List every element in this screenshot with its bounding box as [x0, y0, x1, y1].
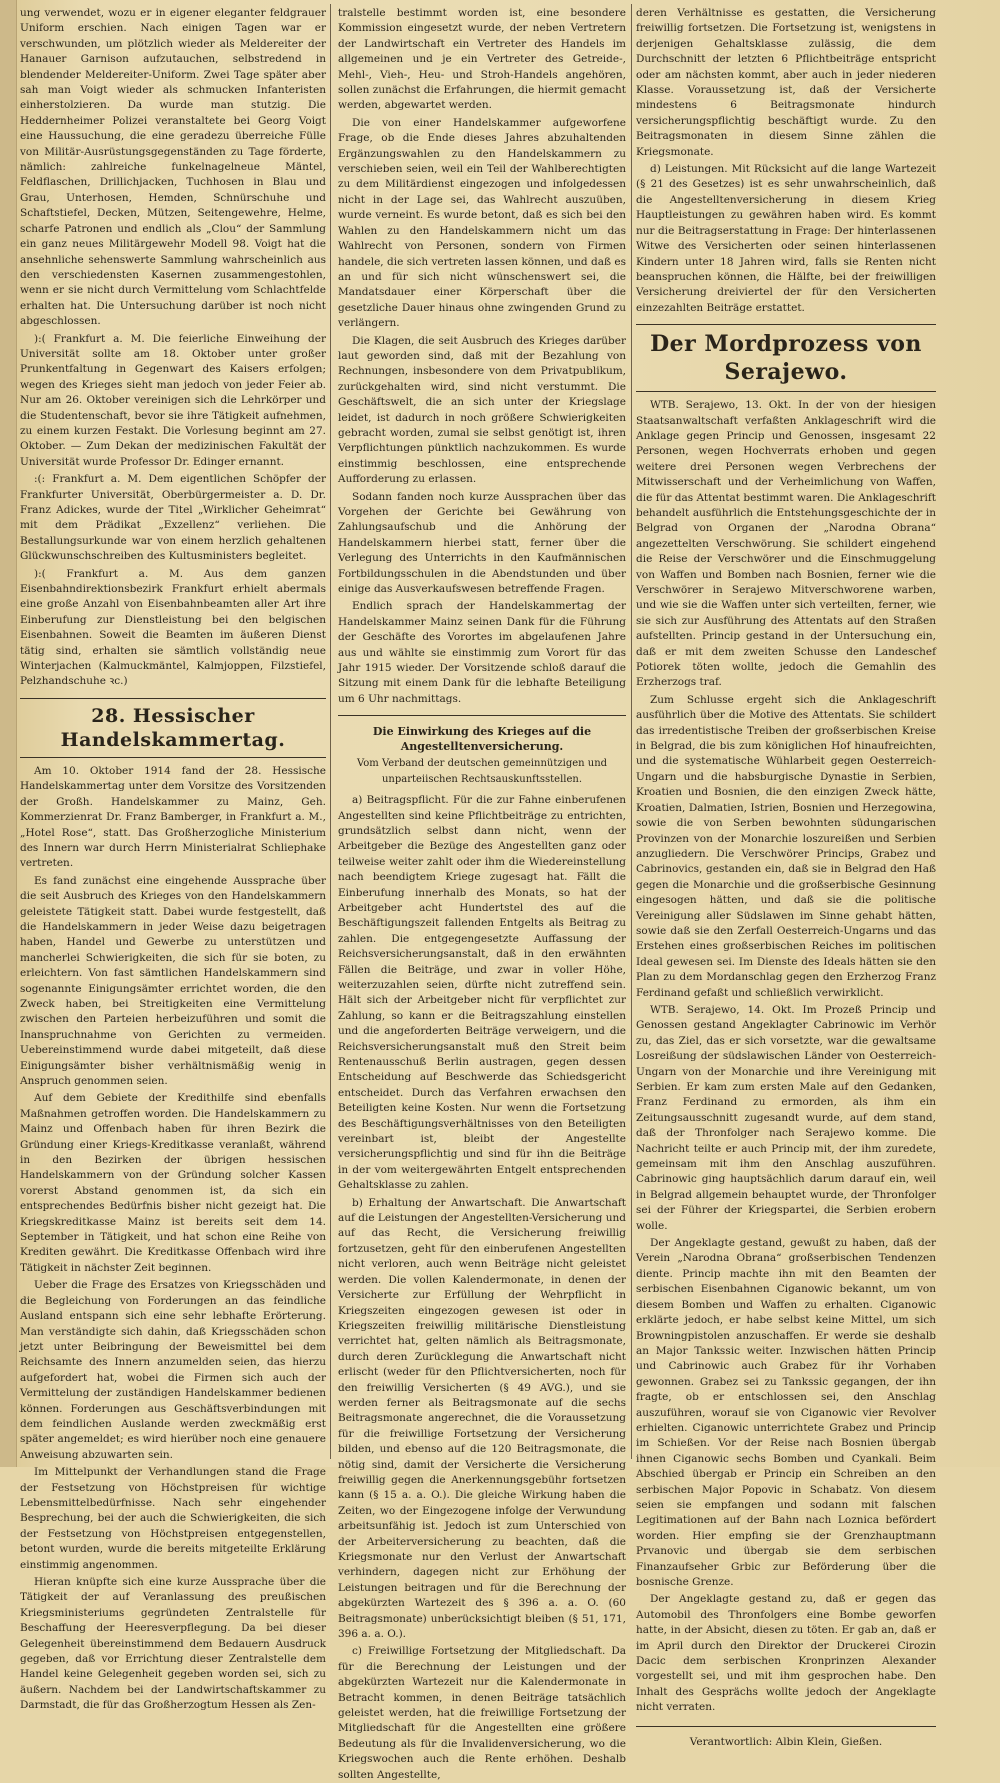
editor-signature: Verantwortlich: Albin Klein, Gießen. — [636, 1726, 936, 1750]
binding-gutter — [0, 0, 17, 1467]
news-item: ):( Frankfurt a. M. Aus dem ganzen Eisenbahndirektionsbezirk Frankfurt erhielt abermals eine große Anzahl von Eisenbahnbeamten aller Art ihre Einberufung zur Dienstleistung bei den belgischen Eisenbahnen. Soweit die Beamten im äußeren Dienst tätig sind, erhalten sie sämtlich vollständig neue Winterjachen (Kalmuckmäntel, Kalmjoppen, Filzstiefel, Pelzhandschuhe ꝛc.) — [20, 567, 326, 688]
paragraph: tralstelle bestimmt worden ist, eine besondere Kommission eingesetzt wurde, der neben Vertretern der Landwirtschaft ein Vertreter des Handels im allgemeinen und je ein Vertreter des Getreide-, Mehl-, Vieh-, Heu- und Stroh-Handels angehören, sollen zunächst die Erfahrungen, die hiermit gemacht werden, abgewartet werden. — [338, 7, 626, 112]
paragraph: Zum Schlusse ergeht sich die Anklageschrift ausführlich über die Motive des Attentats. Sie schildert das irredentistische Treiben der großserbischen Kreise in Belgrad, die bis zum königlichen Hof hinaufreichten, und die systematische Wühlarbeit gegen Oesterreich-Ungarn und die habsburgische Dynastie in Serbien, Kroatien und Bosnien, die den einzigen Zweck hätte, Kroatien, Dalmatien, Istrien, Bosnien und Herzegowina, sowie die von Serben bewohnten südungarischen Provinzen von der Monarchie loszureißen und Serbien anzugliedern. Die Verschwörer Princips, Grabez und Cabrinovics, gestanden ein, daß sie in Belgrad den Haß gegen die Monarchie und die großserbische Gesinnung eingesogen hätten, und daß sie die politische Vereinigung aller Südslawen im Sinne gehabt hätten, sowie daß sie den Zerfall Oesterreich-Ungarns und das Erstehen eines großserbischen Reiches im politischen Ideal gewesen sei. Im Dienste des Ideals hätten sie den Plan zu dem Mordanschlag gegen den Erzherzog Franz Ferdinand gefaßt und schließlich verwirklicht. — [636, 693, 936, 999]
paragraph: Es fand zunächst eine eingehende Aussprache über die seit Ausbruch des Krieges von den Handelskammern geleistete Tätigkeit statt. Dabei wurde festgestellt, daß die Handelskammern in jeder Weise dazu beigetragen haben, Handel und Gewerbe zu unterstützen und mancherlei Schwierigkeiten, die sich für sie boten, zu erleichtern. Von fast sämtlichen Handelskammern sind sogenannte Einigungsämter errichtet worden, die den Zweck haben, bei Streitigkeiten eine Vermittelung zwischen den Parteien herbeizuführen und somit die Inanspruchnahme von Gerichten zu vermeiden. Uebereinstimmend wurde dabei mitgeteilt, daß diese Einigungsämter bisher verhältnismäßig wenig in Anspruch genommen seien. — [20, 874, 326, 1087]
paragraph: Der Angeklagte gestand zu, daß er gegen das Automobil des Thronfolgers eine Bombe geworfen hatte, in der Absicht, diesen zu töten. Er gab an, daß er im April durch den Direktor der Druckerei Cirozin Dacic dem serbischen Kronprinzen Alexander vorgestellt sei, und mit ihm gesprochen habe. Den Inhalt des Gesprächs wollte jedoch der Angeklagte nicht verraten. — [636, 1593, 936, 1714]
paragraph: Hieran knüpfte sich eine kurze Aussprache über die Tätigkeit der auf Veranlassung des preußischen Kriegsministeriums gegründeten Zentralstelle für Beschaffung der Heeresverpflegung. Da bei dieser Gelegenheit übereinstimmend dem Bedauern Ausdruck gegeben, daß vor Errichtung dieser Zentralstelle dem Handel keine Gelegenheit gegeben worden sei, sich zu äußern. Nachdem bei der Landwirtschaftskammer zu Darmstadt, die für das Großherzogtum Hessen als Zen- — [20, 1576, 326, 1712]
paragraph: Sodann fanden noch kurze Aussprachen über das Vorgehen der Gerichte bei Gewährung von Zahlungsaufschub und die Anhörung der Handelskammern hierbei statt, ferner über die Verlegung des Unterrichts in den Kaufmännischen Fortbildungsschulen in die Abendstunden und über einige das Ausverkaufswesen betreffende Fragen. — [338, 490, 626, 596]
news-item: ):( Frankfurt a. M. Die feierliche Einweihung der Universität sollte am 18. Oktober unter großer Prunkentfaltung in Gegenwart des Kaisers erfolgen; wegen des Krieges sieht man jedoch von jeder Feier ab. Nur am 26. Oktober vereinigen sich die Lehrkörper und die Studentenschaft, bevor sie ihre Tätigkeit aufnehmen, zu einem kurzen Festakt. Die Vorlesung beginnt am 27. Oktober. — Zum Dekan der medizinischen Fakultät der Universität wurde Professor Dr. Edinger ernannt. — [20, 332, 326, 468]
paragraph: deren Verhältnisse es gestatten, die Versicherung freiwillig fortsetzen. Die Fortsetzung ist, wenigstens in derjenigen Gehaltsklasse zulässig, die dem Durchschnitt der letzten 6 Pflichtbeiträge entspricht oder am nächsten kommt, aber auch in jeder niederen Klasse. Voraussetzung ist, daß der Versicherte mindestens 6 Beitragsmonate hindurch versicherungspflichtig beschäftigt wurde. Zu den Beitragsmonaten in diesem Sinne zählen die Kriegsmonate. — [636, 7, 936, 158]
column-3 — [636, 6, 936, 1748]
column-rule-1 — [330, 4, 331, 1459]
paragraph: c) Freiwillige Fortsetzung der Mitgliedschaft. Da für die Berechnung der Leistungen und der abgekürzten Wartezeit nur die Kalendermonate in Betracht kommen, in denen Beiträge tatsächlich geleistet werden, hat die freiwillige Fortsetzung der Mitgliedschaft für die Angestellten eine größere Bedeutung als für die Invalidenversicherung, wo die Kriegswochen auch die Rente erhöhen. Deshalb sollten Angestellte, — [338, 1645, 626, 1781]
column-rule-2 — [631, 4, 632, 1459]
paragraph: Die von einer Handelskammer aufgeworfene Frage, ob die Ende dieses Jahres abzuhaltenden Ergänzungswahlen zu den Handelskammern zu verschieben seien, weil ein Teil der Wahlberechtigten zu dem Militärdienst eingezogen und infolgedessen nicht in der Lage sei, das Wahlrecht auszuüben, wurde verneint. Es wurde betont, daß es sich bei den Wahlen zu den Handelskammern nicht um das Wahlrecht von Personen, sondern von Firmen handele, die sich vertreten lassen können, und daß es an und für sich nicht wünschenswert sei, die Mandatsdauer einer Körperschaft über die gesetzliche Dauer hinaus ohne zwingenden Grund zu verlängern. — [338, 116, 626, 330]
paragraph: a) Beitragspflicht. Für die zur Fahne einberufenen Angestellten sind keine Pflichtbeiträge zu entrichten, grundsätzlich selbst dann nicht, wenn der Arbeitgeber die Bezüge des Angestellten ganz oder teilweise weiter zahlt oder ihm die Wiedereinstellung nach beendigtem Kriege zugesagt hat. Fällt die Einberufung innerhalb des Monats, so hat der Arbeitgeber acht Hundertstel des auf die Beschäftigungszeit fallenden Entgelts als Beitrag zu zahlen. Die entgegengesetzte Auffassung der Reichsversicherungsanstalt, daß in den erwähnten Fällen die Beiträge, und zwar in voller Höhe, weiterzuzahlen seien, dürfte nicht zutreffend sein. Hält sich der Arbeitgeber nicht für verpflichtet zur Zahlung, so kann er die Beitragszahlung einstellen und die angeforderten Beiträge verweigern, und die Reichsversicherungsanstalt muß den Streit beim Rentenausschuß Berlin austragen, gegen dessen Entscheidung auf Beschwerde das Schiedsgericht entscheidet. Durch das Verfahren erwachsen den Beteiligten keine Kosten. Nur wenn die Fortsetzung des Beschäftigungsverhältnisses von den Beteiligten vereinbart ist, bleibt der Angestellte versicherungspflichtig und sind für ihn die Beiträge in der vom weitergewährten Entgelt entsprechenden Gehaltsklasse zu zahlen. — [338, 794, 626, 1192]
article-heading-handelskammertag: 28. Hessischer Handelskammertag. — [20, 698, 326, 758]
article-heading-angestelltenversicherung: Die Einwirkung des Krieges auf die Angestelltenversicherung. — [372, 725, 592, 754]
paragraph: WTB. Serajewo, 14. Okt. Im Prozeß Princip und Genossen gestand Angeklagter Cabrinowic im Verhör zu, das Ziel, das er sich vorsetzte, war die gewaltsame Losreißung der südslawischen Länder von Oesterreich-Ungarn von der Monarchie und ihre Vereinigung mit Serbien. Er kam zum ersten Male auf den Gedanken, Franz Ferdinand zu ermorden, als ihm ein Zeitungsausschnitt zugesandt wurde, auf dem stand, daß der Thronfolger nach Serajewo komme. Die Nachricht teilte er auch Princip mit, der ihm zuredete, gemeinsam mit ihm den Anschlag auszuführen. Cabrinowic ging hauptsächlich darum darauf ein, weil in Belgrad allgemein behauptet wurde, der Thronfolger sei der Führer der Kriegspartei, die Serbien erobern wolle. — [636, 1003, 936, 1232]
news-item: :(: Frankfurt a. M. Dem eigentlichen Schöpfer der Frankfurter Universität, Oberbürgermeister a. D. Dr. Franz Adickes, wurde der Titel „Wirklicher Geheimrat“ mit dem Prädikat „Exzellenz“ verliehen. Die Bestallungsurkunde war von einem herzlich gehaltenen Glückwunschschreiben des Kultusministers begleitet. — [20, 473, 326, 563]
column-2 — [338, 6, 626, 1781]
paragraph: b) Erhaltung der Anwartschaft. Die Anwartschaft auf die Leistungen der Angestellten-Versicherung und auf das Recht, die Versicherung freiwillig fortzusetzen, geht für den einberufenen Angestellten nicht verloren, auch wenn Beiträge nicht geleistet werden. Die vollen Kalendermonate, in denen der Versicherte zur Erfüllung der Wehrpflicht in Kriegszeiten eingezogen gewesen ist oder in Kriegszeiten freiwillig militärische Dienstleistung verrichtet hat, gelten nämlich als Beitragsmonate, durch deren Zurücklegung die Anwartschaft nicht erlischt (weder für den Pflichtversicherten, noch für den freiwillig Versicherten (§ 49 AVG.), und sie werden ferner als Beitragsmonate auf die sechs Beitragsmonate angerechnet, die die Voraussetzung für die freiwillige Fortsetzung der Versicherung bilden, und ebenso auf die 120 Beitragsmonate, die nötig sind, damit der Versicherte die Versicherung freiwillig gegen die Anerkennungsgebühr fortsetzen kann (§ 15 a. a. O.). Die gleiche Wirkung haben die Zeiten, wo der Eingezogene infolge der Verwundung arbeitsunfähig ist. Jedoch ist zum Unterschied von der Arbeiterversicherung zu beachten, daß die Kriegsmonate nur den Verlust der Anwartschaft verhindern, dagegen nicht zur Erhöhung der Leistungen beitragen und für die Berechnung der abgekürzten Wartezeit des § 396 a. a. O. (60 Beitragsmonate) unberücksichtigt bleiben (§ 51, 171, 396 a. a. O.). — [338, 1196, 626, 1641]
article-heading-mordprozess: Der Mordprozess von Serajewo. — [636, 324, 936, 392]
article-subheading: Vom Verband der deutschen gemeinnützigen und unparteiischen Rechtsauskunftsstellen. — [356, 758, 608, 785]
paragraph: Auf dem Gebiete der Kredithilfe sind ebenfalls Maßnahmen getroffen worden. Die Handelskammern zu Mainz und Offenbach haben für ihren Bezirk die Gründung einer Kriegs-Kreditkasse veranlaßt, während in den Bezirken der übrigen hessischen Handelskammern von der Gründung solcher Kassen vorerst Abstand genommen ist, da sich ein entsprechendes Bedürfnis bisher nicht gezeigt hat. Die Kriegskreditkasse Mainz ist bereits seit dem 14. September in Tätigkeit, und hat schon eine Reihe von Krediten gewährt. Die Kreditkasse Offenbach wird ihre Tätigkeit in nächster Zeit beginnen. — [20, 1092, 326, 1274]
paragraph: Im Mittelpunkt der Verhandlungen stand die Frage der Festsetzung von Höchstpreisen für wichtige Lebensmittelbedürfnisse. Nach sehr eingehender Besprechung, bei der auch die Schwierigkeiten, die sich der Festsetzung von Höchstpreisen entgegenstellen, betont wurden, wurde die bereits mitgeteilte Erklärung einstimmig angenommen. — [20, 1466, 326, 1571]
paragraph: WTB. Serajewo, 13. Okt. In der von der hiesigen Staatsanwaltschaft verfaßten Anklageschrift wird die Anklage gegen Princip und Genossen, insgesamt 22 Personen, wegen Hochverrats erhoben und gegen weitere drei Personen wegen Verbrechens der Mitwisserschaft und der Verheimlichung von Waffen, die für das Attentat bestimmt waren. Die Anklageschrift behandelt ausführlich die Entstehungsgeschichte der in Belgrad von Organen der „Narodna Obrana“ angezettelten Verschwörung. Sie schildert eingehend die Reise der Verschwörer und die Einschmuggelung von Waffen und Bomben nach Bosnien, ferner wie die Verschwörer in Serajewo Mitverschworene warben, und wie sie die Waffen unter sich verteilten, ferner, wie sie sich zur Ausführung des Attentats auf den Straßen aufstellten. Princip gestand in der Untersuchung ein, daß er mit dem zweiten Schusse den Landeschef Potiorek töten wollte, jedoch die Gemahlin des Erzherzogs traf. — [636, 399, 936, 689]
article-continuation: ung verwendet, wozu er in eigener eleganter feldgrauer Uniform erschien. Nach einigen Tagen war er verschwunden, um plötzlich wieder als Meldereiter der Hanauer Garnison aufzutauchen, selbstredend in blendender Meldereiter-Uniform. Zwei Tage später aber sah man Voigt wieder als schmucken Infanteristen einherstolzieren. Da wurde man stutzig. Die Heddernheimer Polizei veranstaltete bei Georg Voigt eine Haussuchung, die eine geradezu überreiche Fülle von Militär-Ausrüstungsgegenständen zu Tage förderte, nämlich: zahlreiche funkelnagelneue Mäntel, Feldflaschen, Drillichjacken, Tuchhosen in Blau und Grau, Unterhosen, Hemden, Schnürschuhe und Schaftstiefel, Decken, Mützen, Seitengewehre, Helme, scharfe Patronen und endlich als „Clou“ der Sammlung ein ganz neues Militärgewehr Modell 98. Voigt hat die ansehnliche sehenswerte Sammlung wahrscheinlich aus den verschiedensten Kasernen zusammengestohlen, wenn er sie nicht durch Vermittelung vom Schlachtfelde erhalten hat. Die Untersuchung darüber ist noch nicht abgeschlossen. — [20, 7, 326, 328]
paragraph: Endlich sprach der Handelskammertag der Handelskammer Mainz seinen Dank für die Führung der Geschäfte des Vorortes im abgelaufenen Jahre aus und wählte sie einstimmig zum Vorort für das Jahr 1915 wieder. Der Vorsitzende schloß darauf die Sitzung mit einem Dank für die lebhafte Beteiligung um 6 Uhr nachmittags. — [338, 600, 626, 705]
divider — [338, 715, 626, 716]
paragraph: Am 10. Oktober 1914 fand der 28. Hessische Handelskammertag unter dem Vorsitze des Vorsitzenden der Großh. Handelskammer zu Mainz, Geh. Kommerzienrat Dr. Franz Bamberger, in Frankfurt a. M., „Hotel Rose“, statt. Das Großherzogliche Ministerium des Innern war durch Herrn Ministerialrat Schliephake vertreten. — [20, 764, 326, 870]
paragraph: Der Angeklagte gestand, gewußt zu haben, daß der Verein „Narodna Obrana“ großserbischen Tendenzen diente. Princip machte ihn mit den Beamten der serbischen Eisenbahnen Ciganowic bekannt, um von diesem Bomben und Waffen zu erhalten. Ciganowic erklärte jedoch, er habe selbst keine Mittel, um sich Browningpistolen anzuschaffen. Er werde sie deshalb an Major Tankssic weiter. Inzwischen hätten Princip und Cabrinowic auch Grabez für ihr Vorhaben gewonnen. Grabez sei zu Tankssic gegangen, der ihn fragte, ob er entschlossen sei, den Anschlag auszuführen, worauf sie von Ciganowic vier Revolver erhielten. Ciganowic unterrichtete Grabez und Princip im Schießen. Vor der Reise nach Bosnien übergab ihnen Ciganowic sechs Bomben und Cyankali. Beim Abschied übergab er Princip ein Schreiben an den serbischen Major Popovic in Schabatz. Von diesem seien sie empfangen und sodann mit falschen Legitimationen auf der Bahn nach Loznica befördert worden. Hier empfing sie der Grenzhauptmann Prvanovic und übergab sie dem serbischen Finanzaufseher Grbic zur Beförderung über die bosnische Grenze. — [636, 1237, 936, 1588]
paragraph: Ueber die Frage des Ersatzes von Kriegsschäden und die Begleichung von Forderungen an das feindliche Ausland entspann sich eine sehr lebhafte Erörterung. Man verständigte sich dahin, daß Kriegsschäden schon jetzt unter Beibringung der Beweismittel bei dem Reichsamte des Innern anzumelden seien, das hierzu aufgefordert hat, wobei die Firmen sich auch der Vermittelung der zuständigen Handelskammer bedienen können. Forderungen aus Geschäftsverbindungen mit dem feindlichen Auslande werden zweckmäßig erst später angemeldet; es wird hierüber noch eine genauere Anweisung abzuwarten sein. — [20, 1279, 326, 1461]
paragraph: d) Leistungen. Mit Rücksicht auf die lange Wartezeit (§ 21 des Gesetzes) ist es sehr unwahrscheinlich, daß die Angestelltenversicherung in diesem Krieg Hauptleistungen zu gewähren haben wird. Es kommt nur die Beitragserstattung in Frage: Der hinterlassenen Witwe des Versicherten oder seinen hinterlassenen Kindern unter 18 Jahren wird, falls sie Renten nicht beanspruchen können, die Hälfte, bei der freiwilligen Versicherung dreiviertel der für den Versicherten einzezahlten Beiträge erstattet. — [636, 163, 936, 314]
paragraph: Die Klagen, die seit Ausbruch des Krieges darüber laut geworden sind, daß mit der Bezahlung von Rechnungen, insbesondere von dem Privatpublikum, zurückgehalten wird, sind nicht verstummt. Die Geschäftswelt, die an sich unter der Kriegslage leidet, ist dadurch in noch größere Schwierigkeiten gebracht worden, zumal sie selbst genötigt ist, ihren Verpflichtungen pünktlich nachzukommen. Es wurde einstimmig beschlossen, eine entsprechende Aufforderung zu erlassen. — [338, 334, 626, 486]
column-1 — [20, 6, 326, 1712]
